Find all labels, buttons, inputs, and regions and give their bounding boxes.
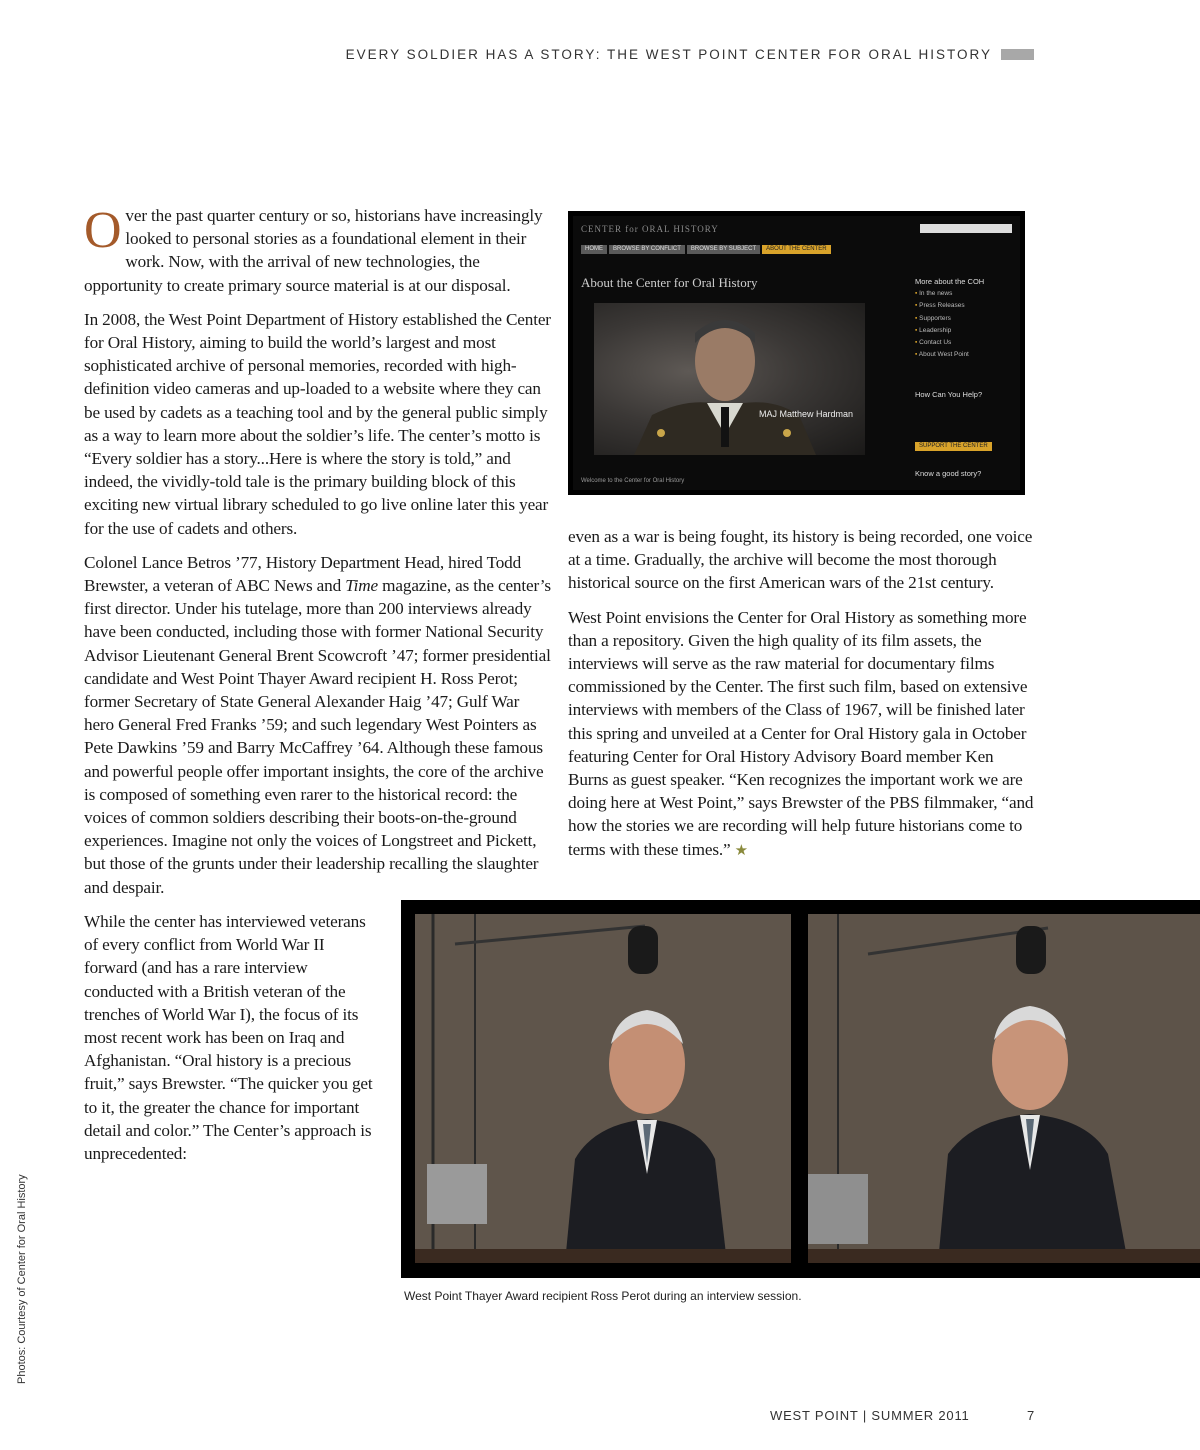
sidebar-link: ▪ Leadership [915,325,1017,337]
photo-caption: West Point Thayer Award recipient Ross Perot during an interview session. [404,1289,802,1303]
perot-interview-photo-2 [808,914,1200,1263]
paragraph-1-text: ver the past quarter century or so, historians have increasingly looked to personal stories as a foundational element in their work. Now, with the arrival of new technologies, the opportunity to create primary source material is at our disposal. [84,206,543,295]
site-header [581,224,1012,238]
sidebar-link: ▪ Press Releases [915,300,1017,312]
header-bar-ornament [1001,49,1034,60]
running-title: EVERY SOLDIER HAS A STORY: THE WEST POINT CENTER FOR ORAL HISTORY [345,47,992,62]
drop-cap: O [84,202,122,259]
site-nav-conflict: BROWSE BY CONFLICT [609,245,685,254]
site-page-heading: About the Center for Oral History [581,275,758,290]
paragraph-6-text: West Point envisions the Center for Oral History as something more than a repository. Given the high quality of its film assets, the interviews will serve as the raw material for documentary films commissioned by the Center. The first such film, based on extensive interviews with members of the Class of 1967, will be finished later this spring and unveiled at a Center for Oral History gala in October featuring Center for Oral History Advisory Board member Ken Burns as guest speaker. “Ken recognizes the important work we are doing here at West Point,” says Brewster of the PBS filmmaker, “and how the stories we are recording will help future historians come to terms with these times.” [568,607,1034,859]
soldier-portrait-icon [594,303,865,455]
end-mark-star-icon: ★ [734,842,748,859]
perot-interview-photo-1 [415,914,791,1263]
support-button: SUPPORT THE CENTER [915,442,992,451]
sidebar-heading: More about the COH [915,277,985,286]
sidebar-link: ▪ Contact Us [915,337,1017,349]
sidebar-link: ▪ About West Point [915,349,1017,361]
interview-subject-icon [808,914,1200,1263]
paragraph-1 [84,204,552,297]
photo-strip [401,900,1200,1278]
site-nav-subject: BROWSE BY SUBJECT [687,245,760,254]
paragraph-3-part-b: magazine, as the center’s first director. Under his tutelage, more than 200 interviews already have been conducted, including those with former National Security Advisor Lieutenant General Brent Scowcroft ’47; former presidential candidate and West Point Thayer Award recipient H. Ross Perot; former Secretary of State General Alexander Haig ’47; Gulf War hero General Fred Franks ’59; and such legendary West Pointers as Pete Dawkins ’59 and Barry McCaffrey ’64. Although these famous and powerful people offer important insights, the core of the archive is composed of something even rarer to the historical record: the voices of common soldiers describing their boots-on-the-ground experiences. Imagine not only the voices of Longstreet and Pickett, but those of the grunts under their leadership recalling the slaughter and despair. [84,576,551,897]
site-search-box [920,224,1012,233]
paragraph-5: even as a war is being fought, its history is being recorded, one voice at a time. Gradually, the archive will become the most thorough historical source on the first American wars of the 21st century. [568,527,1033,593]
story-heading: Know a good story? [915,468,982,478]
site-nav-home: HOME [581,245,607,254]
site-name: CENTER for ORAL HISTORY [581,224,719,234]
paragraph-3 [84,551,552,899]
photo-credit: Photos: Courtesy of Center for Oral History [16,1174,28,1384]
running-head [346,47,1034,62]
paragraph-6 [568,606,1036,863]
site-nav [581,245,1012,254]
paragraph-4: While the center has interviewed veterans of every conflict from World War II forward (and has a rare interview conducted with a British veteran of the trenches of World War I), the focus of its most recent work has been on Iraq and Afghanistan. “Oral history is a precious fruit,” says Brewster. “The quicker you get to it, the greater the chance for important detail and color.” The Center’s approach is unprecedented: [84,911,373,1163]
time-magazine-italic: Time [345,576,379,596]
page-number: 7 [1027,1408,1035,1423]
site-nav-about: ABOUT THE CENTER [762,245,830,254]
interview-subject-icon [415,914,791,1263]
video-name-caption: MAJ Matthew Hardman [759,409,854,419]
sidebar-link: ▪ In the news [915,288,1017,300]
article-right-column [568,525,1036,874]
website-screenshot [568,211,1025,495]
sidebar-link: ▪ Supporters [915,313,1017,325]
site-footer: Welcome to the Center for Oral History [581,478,685,484]
help-heading: How Can You Help? [915,390,983,400]
paragraph-3-part-a: Colonel Lance Betros ’77, History Department Head, hired Todd Brewster, a veteran of ABC News and [84,552,522,596]
paragraph-2: In 2008, the West Point Department of History established the Center for Oral History, aiming to build the world’s largest and most sophisticated archive of personal memories, recorded with high-definition video cameras and up-loaded to a website where they can be used by cadets as a teaching tool and by the general public simply as a way to learn more about the soldier’s life. The center’s motto is “Every soldier has a story...Here is where the story is told,” and indeed, the vividly-told tale is the primary building block of this exciting new virtual library scheduled to go live online later this year for the use of cadets and others. [84,309,551,538]
interview-video-still [594,303,865,455]
publication-footer: WEST POINT | SUMMER 2011 [770,1408,970,1423]
site-sidebar [915,276,1017,480]
